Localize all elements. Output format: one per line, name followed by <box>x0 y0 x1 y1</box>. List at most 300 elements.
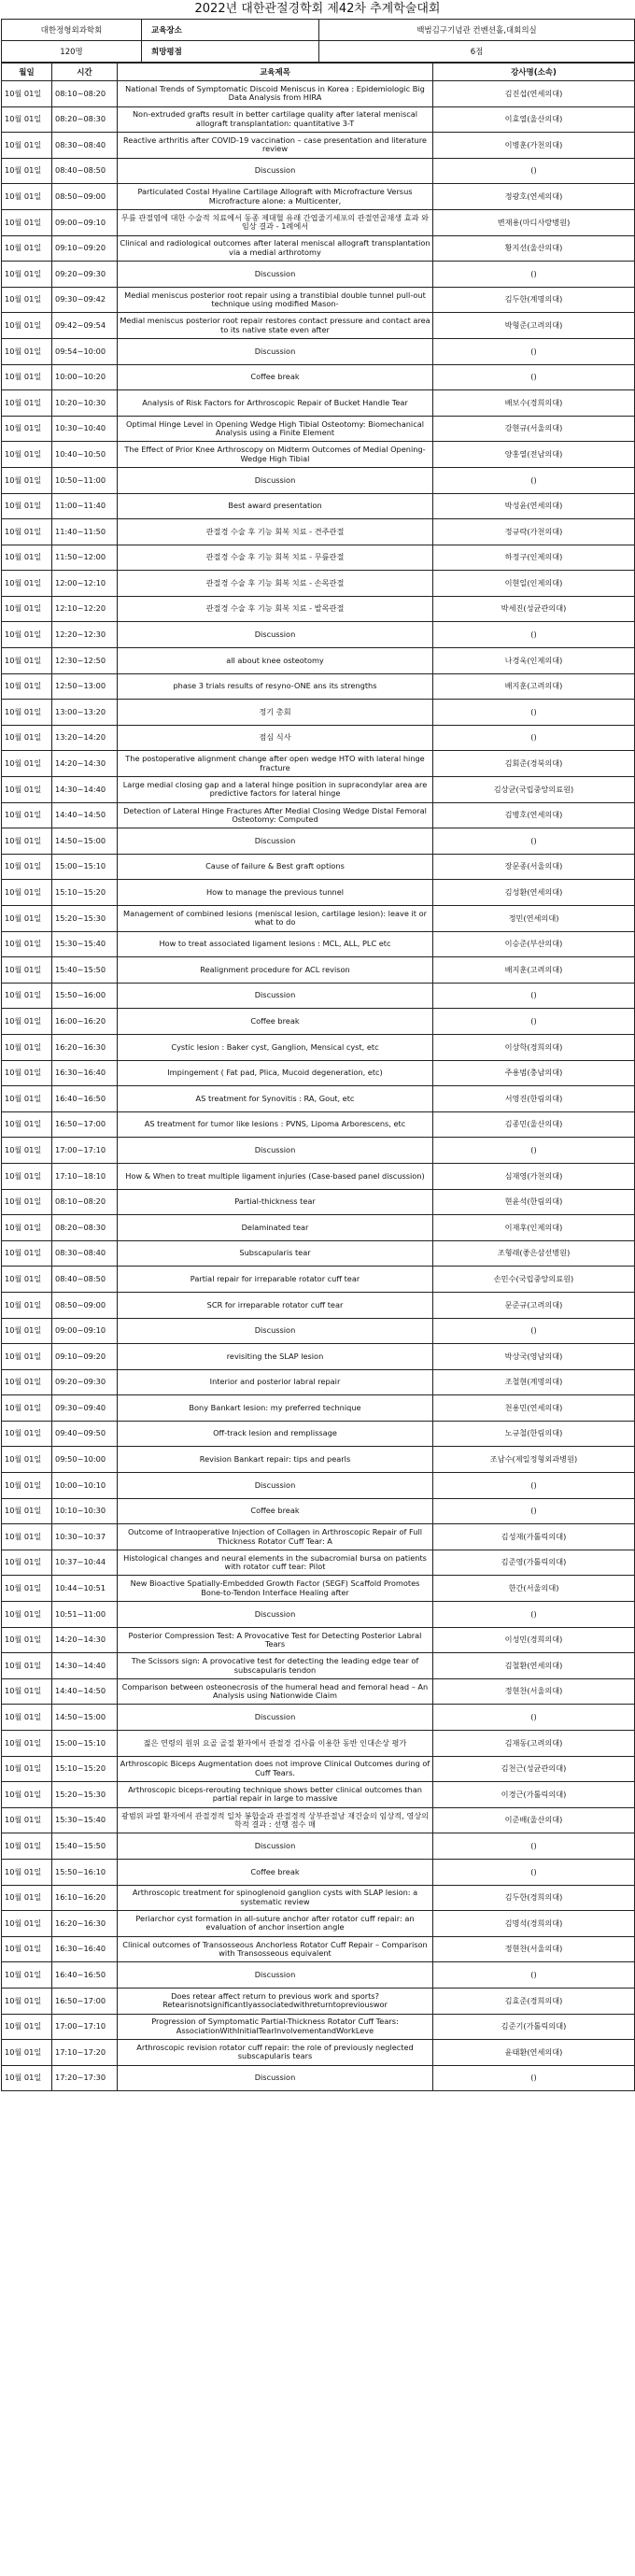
table-row <box>2 802 635 828</box>
row-speaker: 윤태환(연세의대) <box>433 2040 635 2066</box>
row-speaker: 조철현(계명의대) <box>433 1369 635 1395</box>
row-time: 16:00~16:20 <box>52 1009 118 1035</box>
row-speaker: () <box>433 364 635 390</box>
table-row <box>2 648 635 674</box>
row-time: 16:20~16:30 <box>52 1911 118 1937</box>
table-row <box>2 1678 635 1705</box>
table-row <box>2 906 635 932</box>
row-time: 09:20~09:30 <box>52 1369 118 1395</box>
row-speaker: 이승준(부산의대) <box>433 931 635 957</box>
row-time: 16:10~16:20 <box>52 1885 118 1911</box>
row-time: 09:30~09:42 <box>52 287 118 313</box>
row-topic: Does retear affect return to previous work and sports? Retearisnotsignificantlyassociatedwithreturntopreviouswor <box>118 1988 433 2014</box>
row-topic: Reactive arthritis after COVID-19 vaccination – case presentation and literature review <box>118 133 433 159</box>
row-speaker: () <box>433 622 635 648</box>
row-topic: Discussion <box>118 1833 433 1860</box>
row-speaker: 조남수(제일정형외과병원) <box>433 1447 635 1473</box>
row-time: 15:50~16:10 <box>52 1859 118 1885</box>
row-date: 10월 01일 <box>2 880 52 906</box>
row-date: 10월 01일 <box>2 1395 52 1422</box>
row-topic: Arthroscopic Biceps Augmentation does not improve Clinical Outcomes during of Cuff Tears. <box>118 1756 433 1782</box>
table-row <box>2 338 635 364</box>
row-topic: revisiting the SLAP lesion <box>118 1344 433 1370</box>
row-time: 08:20~08:30 <box>52 106 118 133</box>
table-row <box>2 209 635 235</box>
table-row <box>2 1163 635 1189</box>
row-speaker: () <box>433 1602 635 1628</box>
table-row <box>2 1911 635 1937</box>
table-row <box>2 1756 635 1782</box>
row-speaker: 박세진(성균관의대) <box>433 596 635 622</box>
header-speaker: 강사명(소속) <box>433 64 635 81</box>
row-date: 10월 01일 <box>2 1240 52 1267</box>
row-speaker: 이현일(인제의대) <box>433 571 635 597</box>
table-row <box>2 545 635 571</box>
row-speaker: 황지선(울산의대) <box>433 235 635 262</box>
row-speaker: 이성민(경희의대) <box>433 1627 635 1653</box>
table-row <box>2 133 635 159</box>
row-speaker: 주용범(충남의대) <box>433 1060 635 1086</box>
row-time: 14:20~14:30 <box>52 1627 118 1653</box>
row-time: 12:30~12:50 <box>52 648 118 674</box>
row-date: 10월 01일 <box>2 493 52 519</box>
row-topic: all about knee osteotomy <box>118 648 433 674</box>
row-speaker: 장문종(서울의대) <box>433 854 635 880</box>
row-speaker: () <box>433 1833 635 1860</box>
row-topic: Best award presentation <box>118 493 433 519</box>
row-time: 09:30~09:40 <box>52 1395 118 1422</box>
row-date: 10월 01일 <box>2 545 52 571</box>
table-row <box>2 673 635 700</box>
row-speaker: () <box>433 158 635 184</box>
row-topic: Progression of Symptomatic Partial-Thickness Rotator Cuff Tears: AssociationWithInitialTearInvolvementandWorkLeve <box>118 2014 433 2040</box>
table-row <box>2 1447 635 1473</box>
table-row <box>2 1885 635 1911</box>
row-speaker: 정규락(가천의대) <box>433 519 635 545</box>
row-time: 11:00~11:40 <box>52 493 118 519</box>
row-speaker: 박상국(영남의대) <box>433 1344 635 1370</box>
row-topic: Histological changes and neural elements in the subacromial bursa on patients with rotator cuff tear: Pilot <box>118 1550 433 1576</box>
table-row <box>2 1034 635 1060</box>
row-time: 15:40~15:50 <box>52 957 118 984</box>
table-row <box>2 467 635 493</box>
row-date: 10월 01일 <box>2 519 52 545</box>
table-row <box>2 828 635 855</box>
venue-label: 교육장소 <box>142 20 319 41</box>
row-date: 10월 01일 <box>2 338 52 364</box>
row-time: 11:40~11:50 <box>52 519 118 545</box>
row-date: 10월 01일 <box>2 802 52 828</box>
venue: 백범김구기념관 컨벤션홀,대회의실 <box>319 20 635 41</box>
row-speaker: () <box>433 700 635 726</box>
row-time: 08:40~08:50 <box>52 158 118 184</box>
table-row <box>2 158 635 184</box>
row-time: 08:50~09:00 <box>52 1292 118 1318</box>
table-row <box>2 106 635 133</box>
row-speaker: 김명석(경희의대) <box>433 1911 635 1937</box>
row-time: 15:10~15:20 <box>52 880 118 906</box>
row-speaker: () <box>433 725 635 751</box>
row-date: 10월 01일 <box>2 1731 52 1757</box>
row-date: 10월 01일 <box>2 287 52 313</box>
row-speaker: 김상균(국립중앙의료원) <box>433 777 635 803</box>
row-date: 10월 01일 <box>2 2014 52 2040</box>
row-date: 10월 01일 <box>2 1936 52 1962</box>
row-time: 08:30~08:40 <box>52 133 118 159</box>
row-date: 10월 01일 <box>2 1189 52 1215</box>
row-speaker: 천용민(연세의대) <box>433 1395 635 1422</box>
table-row <box>2 1988 635 2014</box>
row-topic: Posterior Compression Test: A Provocative Test for Detecting Posterior Labral Tears <box>118 1627 433 1653</box>
row-date: 10월 01일 <box>2 364 52 390</box>
table-row <box>2 725 635 751</box>
row-date: 10월 01일 <box>2 571 52 597</box>
row-speaker: 노규철(한림의대) <box>433 1421 635 1447</box>
row-date: 10월 01일 <box>2 2065 52 2091</box>
row-topic: Coffee break <box>118 364 433 390</box>
row-topic: Arthroscopic treatment for spinoglenoid ganglion cysts with SLAP lesion: a systematic review <box>118 1885 433 1911</box>
row-time: 08:30~08:40 <box>52 1240 118 1267</box>
table-row <box>2 416 635 442</box>
row-time: 10:44~10:51 <box>52 1576 118 1602</box>
table-row <box>2 390 635 417</box>
row-time: 10:30~10:37 <box>52 1524 118 1550</box>
table-row <box>2 1344 635 1370</box>
row-date: 10월 01일 <box>2 133 52 159</box>
row-date: 10월 01일 <box>2 931 52 957</box>
row-speaker: () <box>433 1138 635 1164</box>
row-speaker: 이상학(경희의대) <box>433 1034 635 1060</box>
row-date: 10월 01일 <box>2 1911 52 1937</box>
row-time: 10:10~10:30 <box>52 1498 118 1524</box>
row-time: 17:10~18:10 <box>52 1163 118 1189</box>
row-speaker: 현윤석(한림의대) <box>433 1189 635 1215</box>
table-row <box>2 519 635 545</box>
table-row <box>2 1731 635 1757</box>
row-time: 16:30~16:40 <box>52 1060 118 1086</box>
row-time: 12:20~12:30 <box>52 622 118 648</box>
row-topic: The Scissors sign: A provocative test for detecting the leading edge tear of subscapularis tendon <box>118 1653 433 1679</box>
table-row <box>2 854 635 880</box>
row-date: 10월 01일 <box>2 1369 52 1395</box>
row-date: 10월 01일 <box>2 467 52 493</box>
row-speaker: () <box>433 983 635 1009</box>
table-row <box>2 1602 635 1628</box>
row-speaker: () <box>433 1705 635 1731</box>
row-date: 10월 01일 <box>2 1473 52 1499</box>
row-time: 10:00~10:10 <box>52 1473 118 1499</box>
row-topic: Clinical outcomes of Transosseous Anchorless Rotator Cuff Repair – Comparison with Transosseous equivalent <box>118 1936 433 1962</box>
row-speaker: 배지훈(고려의대) <box>433 957 635 984</box>
row-time: 09:10~09:20 <box>52 1344 118 1370</box>
row-date: 10월 01일 <box>2 209 52 235</box>
row-speaker: 이재후(인제의대) <box>433 1215 635 1241</box>
table-row <box>2 1627 635 1653</box>
table-row <box>2 1473 635 1499</box>
row-speaker: 변재용(마디사랑병원) <box>433 209 635 235</box>
row-date: 10월 01일 <box>2 1215 52 1241</box>
row-topic: Non-extruded grafts result in better cartilage quality after lateral meniscal allograft transplantation: quantitative 3-T <box>118 106 433 133</box>
row-time: 10:00~10:20 <box>52 364 118 390</box>
row-date: 10월 01일 <box>2 1086 52 1112</box>
row-date: 10월 01일 <box>2 1885 52 1911</box>
table-row <box>2 1240 635 1267</box>
row-speaker: 배지훈(고려의대) <box>433 673 635 700</box>
row-date: 10월 01일 <box>2 1421 52 1447</box>
row-topic: Partial repair for irreparable rotator cuff tear <box>118 1267 433 1293</box>
row-topic: Discussion <box>118 1318 433 1344</box>
row-speaker: 하정구(인제의대) <box>433 545 635 571</box>
row-date: 10월 01일 <box>2 1962 52 1989</box>
row-speaker: () <box>433 1473 635 1499</box>
row-time: 12:50~13:00 <box>52 673 118 700</box>
row-speaker: () <box>433 1498 635 1524</box>
row-date: 10월 01일 <box>2 184 52 210</box>
table-row <box>2 1138 635 1164</box>
row-topic: Delaminated tear <box>118 1215 433 1241</box>
row-topic: Medial meniscus posterior root repair using a transtibial double tunnel pull-out technique using modified Mason- <box>118 287 433 313</box>
row-date: 10월 01일 <box>2 262 52 288</box>
row-date: 10월 01일 <box>2 1627 52 1653</box>
row-date: 10월 01일 <box>2 1060 52 1086</box>
row-time: 09:00~09:10 <box>52 209 118 235</box>
table-row <box>2 957 635 984</box>
row-topic: Optimal Hinge Level in Opening Wedge High Tibial Osteotomy: Biomechanical Analysis using a Finite Element <box>118 416 433 442</box>
row-time: 10:50~11:00 <box>52 467 118 493</box>
row-date: 10월 01일 <box>2 1807 52 1833</box>
row-speaker: 이병훈(가천의대) <box>433 133 635 159</box>
table-row <box>2 1833 635 1860</box>
row-date: 10월 01일 <box>2 777 52 803</box>
table-row <box>2 1189 635 1215</box>
schedule-rows <box>2 81 635 2091</box>
header-time: 시간 <box>52 64 118 81</box>
row-date: 10월 01일 <box>2 2040 52 2066</box>
row-speaker: 박형준(고려의대) <box>433 313 635 339</box>
row-topic: phase 3 trials results of resyno-ONE ans its strengths <box>118 673 433 700</box>
row-date: 10월 01일 <box>2 1833 52 1860</box>
row-topic: Discussion <box>118 828 433 855</box>
row-time: 14:20~14:30 <box>52 751 118 777</box>
row-speaker: 김두한(경희의대) <box>433 1885 635 1911</box>
table-row <box>2 1524 635 1550</box>
row-topic: Cause of failure & Best graft options <box>118 854 433 880</box>
row-speaker: 김철환(연세의대) <box>433 1653 635 1679</box>
table-row <box>2 2065 635 2091</box>
row-speaker: () <box>433 2065 635 2091</box>
table-row <box>2 1782 635 1808</box>
table-row <box>2 1111 635 1138</box>
table-row <box>2 983 635 1009</box>
row-topic: 관절경 수술 후 기능 회복 치료 - 발목관절 <box>118 596 433 622</box>
row-time: 17:00~17:10 <box>52 1138 118 1164</box>
table-row <box>2 1962 635 1989</box>
row-topic: National Trends of Symptomatic Discoid Meniscus in Korea : Epidemiologic Big Data Analysis from HIRA <box>118 81 433 107</box>
row-time: 15:20~15:30 <box>52 1782 118 1808</box>
row-topic: Coffee break <box>118 1859 433 1885</box>
row-date: 10월 01일 <box>2 1602 52 1628</box>
row-topic: Revision Bankart repair: tips and pearls <box>118 1447 433 1473</box>
row-topic: Coffee break <box>118 1498 433 1524</box>
row-speaker: () <box>433 467 635 493</box>
row-time: 08:10~08:20 <box>52 1189 118 1215</box>
row-speaker: 손민수(국립중앙의료원) <box>433 1267 635 1293</box>
row-date: 10월 01일 <box>2 673 52 700</box>
row-speaker: () <box>433 1318 635 1344</box>
row-date: 10월 01일 <box>2 1524 52 1550</box>
row-time: 09:10~09:20 <box>52 235 118 262</box>
row-time: 08:40~08:50 <box>52 1267 118 1293</box>
row-speaker: 김회준(경북의대) <box>433 751 635 777</box>
row-date: 10월 01일 <box>2 158 52 184</box>
row-time: 14:30~14:40 <box>52 777 118 803</box>
row-date: 10월 01일 <box>2 751 52 777</box>
row-topic: SCR for irreparable rotator cuff tear <box>118 1292 433 1318</box>
table-row <box>2 1807 635 1833</box>
row-time: 09:54~10:00 <box>52 338 118 364</box>
table-row <box>2 1267 635 1293</box>
row-date: 10월 01일 <box>2 906 52 932</box>
row-date: 10월 01일 <box>2 442 52 468</box>
row-date: 10월 01일 <box>2 1782 52 1808</box>
row-date: 10월 01일 <box>2 416 52 442</box>
row-date: 10월 01일 <box>2 1756 52 1782</box>
row-topic: 무릎 관절염에 대한 수술적 치료에서 동종 제대혈 유래 간엽줄기세포의 관절연골재생 효과 와 임상 결과 - 1례에서 <box>118 209 433 235</box>
row-speaker: 나경욱(인제의대) <box>433 648 635 674</box>
row-time: 10:40~10:50 <box>52 442 118 468</box>
row-topic: Discussion <box>118 1138 433 1164</box>
row-time: 09:40~09:50 <box>52 1421 118 1447</box>
row-time: 10:30~10:40 <box>52 416 118 442</box>
table-row <box>2 1009 635 1035</box>
row-speaker: () <box>433 1009 635 1035</box>
row-topic: AS treatment for tumor like lesions : PVNS, Lipoma Arborescens, etc <box>118 1111 433 1138</box>
row-time: 09:20~09:30 <box>52 262 118 288</box>
row-date: 10월 01일 <box>2 1111 52 1138</box>
table-row <box>2 1576 635 1602</box>
table-row <box>2 1395 635 1422</box>
row-topic: Discussion <box>118 983 433 1009</box>
row-speaker: 김병호(연세의대) <box>433 802 635 828</box>
row-topic: Discussion <box>118 2065 433 2091</box>
row-date: 10월 01일 <box>2 81 52 107</box>
row-topic: Discussion <box>118 158 433 184</box>
table-row <box>2 2040 635 2066</box>
row-topic: Detection of Lateral Hinge Fractures After Medial Closing Wedge Distal Femoral Osteotomy: Computed <box>118 802 433 828</box>
row-time: 15:10~15:20 <box>52 1756 118 1782</box>
row-topic: 정기 총회 <box>118 700 433 726</box>
row-topic: Comparison between osteonecrosis of the humeral head and femoral head – An Analysis using Nationwide Claim <box>118 1678 433 1705</box>
row-time: 09:42~09:54 <box>52 313 118 339</box>
row-date: 10월 01일 <box>2 235 52 262</box>
row-speaker: 정민(연세의대) <box>433 906 635 932</box>
row-time: 15:40~15:50 <box>52 1833 118 1860</box>
row-time: 10:20~10:30 <box>52 390 118 417</box>
row-speaker: 조형래(좋은삼선병원) <box>433 1240 635 1267</box>
row-speaker: 문준규(고려의대) <box>433 1292 635 1318</box>
row-time: 16:40~16:50 <box>52 1086 118 1112</box>
row-date: 10월 01일 <box>2 1163 52 1189</box>
row-speaker: 김재동(고려의대) <box>433 1731 635 1757</box>
row-topic: How to manage the previous tunnel <box>118 880 433 906</box>
row-date: 10월 01일 <box>2 983 52 1009</box>
row-topic: Analysis of Risk Factors for Arthroscopic Repair of Bucket Handle Tear <box>118 390 433 417</box>
table-row <box>2 622 635 648</box>
row-speaker: 한간(서울의대) <box>433 1576 635 1602</box>
row-topic: Interior and posterior labral repair <box>118 1369 433 1395</box>
table-row <box>2 1550 635 1576</box>
row-time: 14:50~15:00 <box>52 1705 118 1731</box>
row-topic: The Effect of Prior Knee Arthroscopy on Midterm Outcomes of Medial Opening-Wedge High Tibial <box>118 442 433 468</box>
row-speaker: 양홍열(전남의대) <box>433 442 635 468</box>
row-speaker: 강현규(서울의대) <box>433 416 635 442</box>
row-topic: Particulated Costal Hyaline Cartilage Allograft with Microfracture Versus Microfracture alone: a Multicenter, <box>118 184 433 210</box>
row-speaker: () <box>433 1859 635 1885</box>
row-speaker: 김효준(경희의대) <box>433 1988 635 2014</box>
row-date: 10월 01일 <box>2 1498 52 1524</box>
organization: 대한정형외과학회 <box>2 20 142 41</box>
row-speaker: 김준기(가톨릭의대) <box>433 2014 635 2040</box>
row-speaker: 김성재(가톨릭의대) <box>433 1524 635 1550</box>
row-topic: Discussion <box>118 467 433 493</box>
row-speaker: 김천근(성균관의대) <box>433 1756 635 1782</box>
row-time: 12:00~12:10 <box>52 571 118 597</box>
row-speaker: () <box>433 828 635 855</box>
row-topic: Partial-thickness tear <box>118 1189 433 1215</box>
row-speaker: () <box>433 338 635 364</box>
row-topic: Realignment procedure for ACL revison <box>118 957 433 984</box>
table-row <box>2 1421 635 1447</box>
table-row <box>2 596 635 622</box>
row-date: 10월 01일 <box>2 1550 52 1576</box>
row-speaker: 김진섭(연세의대) <box>433 81 635 107</box>
row-date: 10월 01일 <box>2 1678 52 1705</box>
row-time: 16:30~16:40 <box>52 1936 118 1962</box>
row-date: 10월 01일 <box>2 828 52 855</box>
table-row <box>2 1369 635 1395</box>
row-topic: Cystic lesion : Baker cyst, Ganglion, Mensical cyst, etc <box>118 1034 433 1060</box>
row-topic: Coffee break <box>118 1009 433 1035</box>
row-date: 10월 01일 <box>2 854 52 880</box>
row-date: 10월 01일 <box>2 1859 52 1885</box>
row-time: 15:30~15:40 <box>52 1807 118 1833</box>
row-time: 14:40~14:50 <box>52 802 118 828</box>
table-row <box>2 880 635 906</box>
row-time: 10:51~11:00 <box>52 1602 118 1628</box>
row-time: 13:20~14:20 <box>52 725 118 751</box>
row-date: 10월 01일 <box>2 390 52 417</box>
schedule-table <box>1 63 635 2091</box>
row-time: 14:30~14:40 <box>52 1653 118 1679</box>
table-row <box>2 262 635 288</box>
table-row <box>2 2014 635 2040</box>
row-date: 10월 01일 <box>2 1034 52 1060</box>
row-topic: Bony Bankart lesion: my preferred technique <box>118 1395 433 1422</box>
row-time: 16:20~16:30 <box>52 1034 118 1060</box>
row-topic: Clinical and radiological outcomes after lateral meniscal allograft transplantation via a medial arthrotomy <box>118 235 433 262</box>
table-row <box>2 700 635 726</box>
row-speaker: 심재영(가천의대) <box>433 1163 635 1189</box>
row-date: 10월 01일 <box>2 648 52 674</box>
row-time: 16:50~17:00 <box>52 1111 118 1138</box>
schedule-sheet <box>1 0 634 2091</box>
row-date: 10월 01일 <box>2 1318 52 1344</box>
row-time: 13:00~13:20 <box>52 700 118 726</box>
row-speaker: 배보수(경희의대) <box>433 390 635 417</box>
row-topic: 관절경 수술 후 기능 회복 치료 - 견주관절 <box>118 519 433 545</box>
row-date: 10월 01일 <box>2 1705 52 1731</box>
row-time: 12:10~12:20 <box>52 596 118 622</box>
